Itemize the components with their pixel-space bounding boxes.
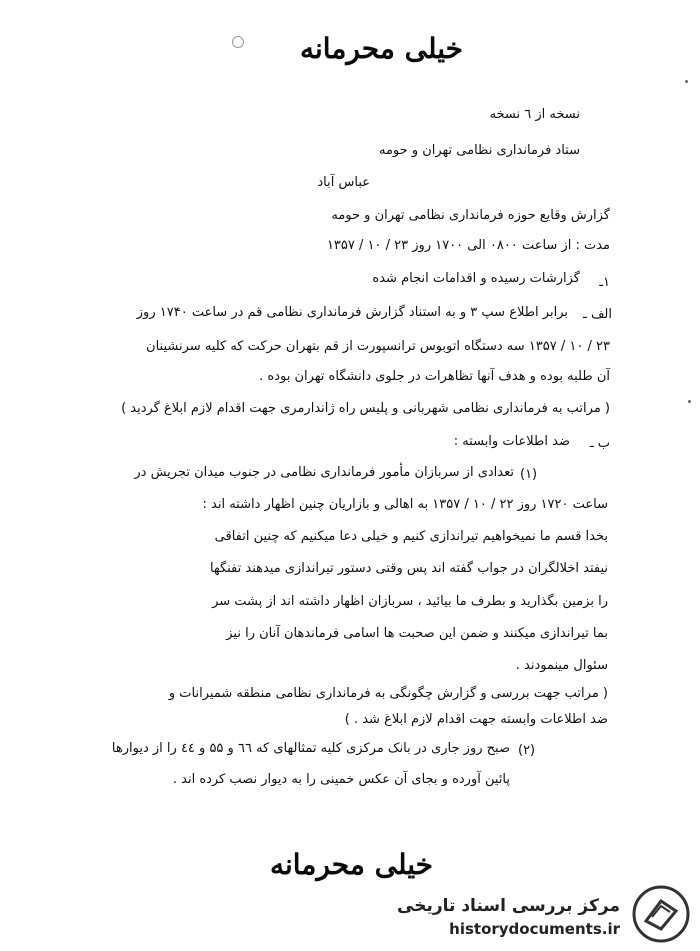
item-1-number: (۱) [520, 467, 538, 482]
item-1-line: را بزمین بگذارید و بطرف ما بیائید ، سربازان اظهار داشته اند از پشت سر [212, 594, 608, 609]
item-1-line: بخدا قسم ما نمیخواهیم تیراندازی کنیم و خیلی دعا میکنیم که چنین اتفاقی [214, 529, 608, 544]
alef-line: ۲۳ / ۱۰ / ۱۳۵۷ سه دستگاه اتوبوس ترانسپورت از قم بتهران حرکت که کلیه سرنشینان [146, 339, 610, 354]
section-1-title: گزارشات رسیده و اقدامات انجام شده [372, 271, 580, 286]
item-1-line: نیفتد اخلالگران در جواب گفته اند پس وقتی دستور تیراندازی میدهند تفنگها [209, 561, 608, 576]
alef-label: الف ـ [583, 307, 612, 322]
item-1-line: ( مراتب جهت بررسی و گزارش چگونگی به فرمانداری نظامی منطقه شمیرانات و [168, 686, 608, 701]
report-title: گزارش وقایع حوزه فرمانداری نظامی تهران و حومه [331, 208, 610, 223]
be-title: ضد اطلاعات وابسته : [453, 434, 570, 449]
item-2-line: پائین آورده و بجای آن عکس خمینی را به دیوار نصب کرده اند . [172, 772, 510, 787]
watermark-url: historydocuments.ir [449, 920, 620, 938]
top-classification-stamp: خیلی محرمانه [300, 32, 463, 65]
bottom-classification-stamp: خیلی محرمانه [270, 848, 433, 881]
report-period: مدت : از ساعت ۰۸۰۰ الی ۱۷۰۰ روز ۲۳ / ۱۰ / ۱۳۵۷ [326, 238, 610, 253]
item-1-line: سئوال مینمودند . [515, 658, 608, 673]
recipient-line-1: ستاد فرمانداری نظامی تهران و حومه [379, 143, 580, 158]
alef-line: ( مراتب به فرمانداری نظامی شهربانی و پلیس راه ژاندارمری جهت اقدام لازم ابلاغ گردید ) [121, 401, 610, 416]
punch-hole-mark [232, 36, 244, 48]
be-label: ب ـ [589, 436, 610, 451]
book-emblem-icon [630, 883, 692, 945]
alef-line: آن طلبه بوده و هدف آنها تظاهرات در جلوی دانشگاه تهران بوده . [259, 369, 610, 384]
recipient-line-2: عباس آباد [317, 175, 370, 190]
watermark-name: مرکز بررسی اسناد تاریخی [397, 896, 620, 916]
copy-noise-dot [685, 80, 688, 83]
item-2-number: (۲) [518, 743, 536, 758]
item-1-line: بما تیراندازی میکنند و ضمن این صحبت ها اسامی فرماندهان آنان را نیز [226, 626, 608, 641]
item-2-line: صبح روز جاری در بانک مرکزی کلیه تمثالهای که ٦٦ و ۵۵ و ٤٤ را از دیوارها [111, 741, 510, 756]
item-1-line: ضد اطلاعات وابسته جهت اقدام لازم ابلاغ شد . ) [344, 712, 608, 727]
item-1-line: تعدادی از سربازان مأمور فرمانداری نظامی در جنوب میدان تجریش در [134, 465, 514, 480]
copy-number-line: نسخه از ٦ نسخه [489, 107, 580, 122]
copy-noise-dot [688, 400, 691, 403]
section-1-label: ۱ـ [599, 275, 610, 290]
item-1-line: ساعت ۱۷۲۰ روز ۲۲ / ۱۰ / ۱۳۵۷ به اهالی و بازاریان چنین اظهار داشته اند : [202, 497, 608, 512]
alef-line: برابر اطلاع سپ ۳ و به استناد گزارش فرمانداری نظامی قم در ساعت ۱۷۴۰ روز [136, 305, 568, 320]
